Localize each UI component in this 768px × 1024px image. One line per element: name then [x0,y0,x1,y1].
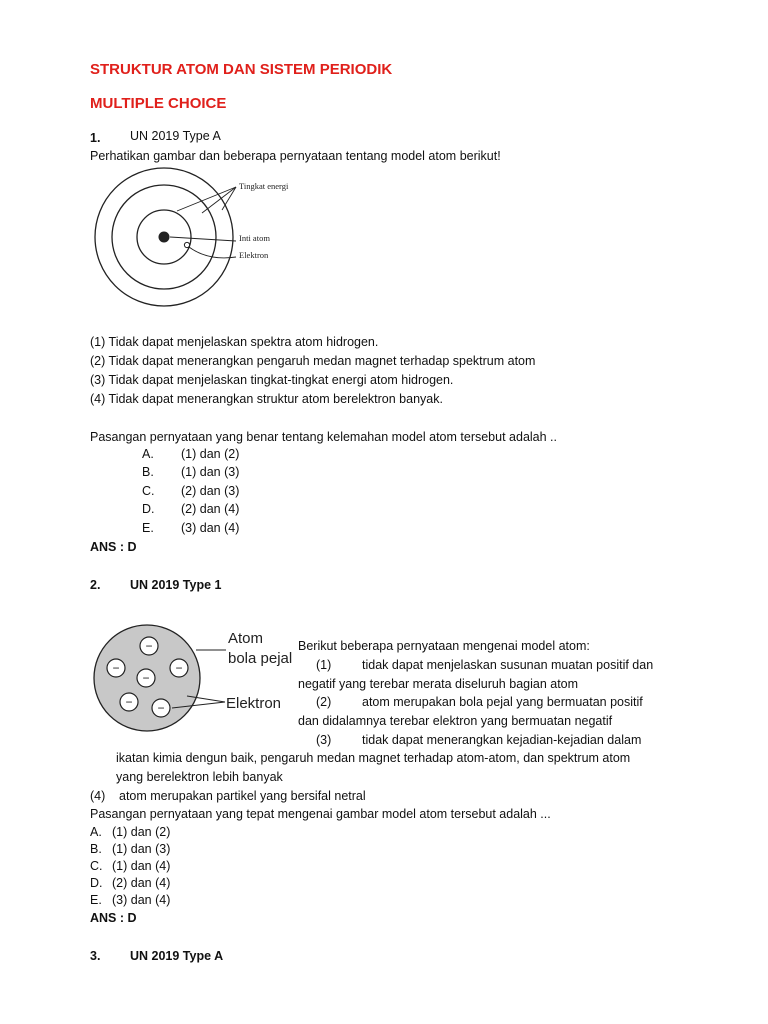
q2-option-b-text: (1) dan (3) [112,842,171,856]
q2-answer: ANS : D [90,911,137,925]
electron-sign-1: − [145,639,153,653]
q2-option-d-text: (2) dan (4) [112,876,171,890]
q1-type: UN 2019 Type A [130,129,221,143]
q2-statement-1-number: (1) [316,658,332,672]
q2-statement-1-line-2: negatif yang terebar merata diseluruh bagian atom [298,677,579,691]
electron-sign-2: − [112,661,120,675]
q1-option-a-letter: A. [142,447,154,461]
q1-option-e-text: (3) dan (4) [181,521,240,535]
q1-statement-1: (1) Tidak dapat menjelaskan spektra atom hidrogen. [90,335,379,349]
q1-option-c-text: (2) dan (3) [181,484,240,498]
q1-question: Pasangan pernyataan yang benar tentang kelemahan model atom tersebut adalah .. [90,430,557,444]
q2-option-d-letter: D. [90,876,103,890]
q1-answer: ANS : D [90,540,137,554]
label-nucleus: Inti atom [239,233,270,243]
q2-option-b-letter: B. [90,842,102,856]
q2-statement-2-line-1: atom merupakan bola pejal yang bermuatan positif [362,695,643,709]
q2-number: 2. [90,578,101,592]
q2-option-e-text: (3) dan (4) [112,893,171,907]
electron-sign-6: − [157,701,165,715]
q2-statement-3-line-3: yang berelektron lebih banyak [116,770,283,784]
q1-option-b-letter: B. [142,465,154,479]
q1-statement-3: (3) Tidak dapat menjelaskan tingkat-tingkat energi atom hidrogen. [90,373,454,387]
label-electron: Elektron [239,250,269,260]
q2-option-a-text: (1) dan (2) [112,825,171,839]
label-electron: Elektron [226,695,282,712]
q2-statement-2-line-2: dan didalamnya terebar elektron yang bermuatan negatif [298,714,613,728]
electron-sign-4: − [142,671,150,685]
bohr-atom-diagram [90,165,300,325]
q1-option-b-text: (1) dan (3) [181,465,240,479]
nucleus-dot [159,232,170,243]
q2-question: Pasangan pernyataan yang tepat mengenai gambar model atom tersebut adalah ... [90,807,551,821]
q1-option-c-letter: C. [142,484,155,498]
label-atom: Atom [228,630,264,647]
label-energy-levels: Tingkat energi [239,181,289,191]
q2-statement-3-number: (3) [316,733,332,747]
q2-option-c-text: (1) dan (4) [112,859,171,873]
q1-number: 1. [90,131,101,145]
q3-type: UN 2019 Type A [130,949,224,963]
q2-statement-4-text: atom merupakan partikel yang bersifal netral [119,789,366,803]
electron-sign-5: − [125,695,133,709]
thomson-atom-diagram [90,622,300,737]
q1-prompt: Perhatikan gambar dan beberapa pernyataan tentang model atom berikut! [90,149,501,163]
q2-statement-3-line-1: tidak dapat menerangkan kejadian-kejadian dalam [362,733,642,747]
q1-statement-4: (4) Tidak dapat menerangkan struktur atom berelektron banyak. [90,392,443,406]
q1-option-e-letter: E. [142,521,154,535]
q2-type: UN 2019 Type 1 [130,578,222,592]
q2-option-e-letter: E. [90,893,102,907]
q2-intro: Berikut beberapa pernyataan mengenai model atom: [298,639,590,653]
q2-option-a-letter: A. [90,825,102,839]
electron-sign-3: − [175,661,183,675]
electron-dot [184,242,189,247]
q2-statement-4-number: (4) [90,789,106,803]
q2-statement-2-number: (2) [316,695,332,709]
q1-option-d-text: (2) dan (4) [181,502,240,516]
q2-statement-3-line-2: ikatan kimia dengun baik, pengaruh medan magnet terhadap atom-atom, dan spektrum atom [116,751,631,765]
label-solid-sphere: bola pejal [228,650,293,667]
section-title: MULTIPLE CHOICE [90,95,227,112]
q1-option-a-text: (1) dan (2) [181,447,240,461]
q2-statement-1-line-1: tidak dapat menjelaskan susunan muatan positif dan [362,658,654,672]
q2-option-c-letter: C. [90,859,103,873]
q1-statement-2: (2) Tidak dapat menerangkan pengaruh medan magnet terhadap spektrum atom [90,354,536,368]
q3-number: 3. [90,949,101,963]
q1-option-d-letter: D. [142,502,155,516]
page-title: STRUKTUR ATOM DAN SISTEM PERIODIK [90,61,393,78]
